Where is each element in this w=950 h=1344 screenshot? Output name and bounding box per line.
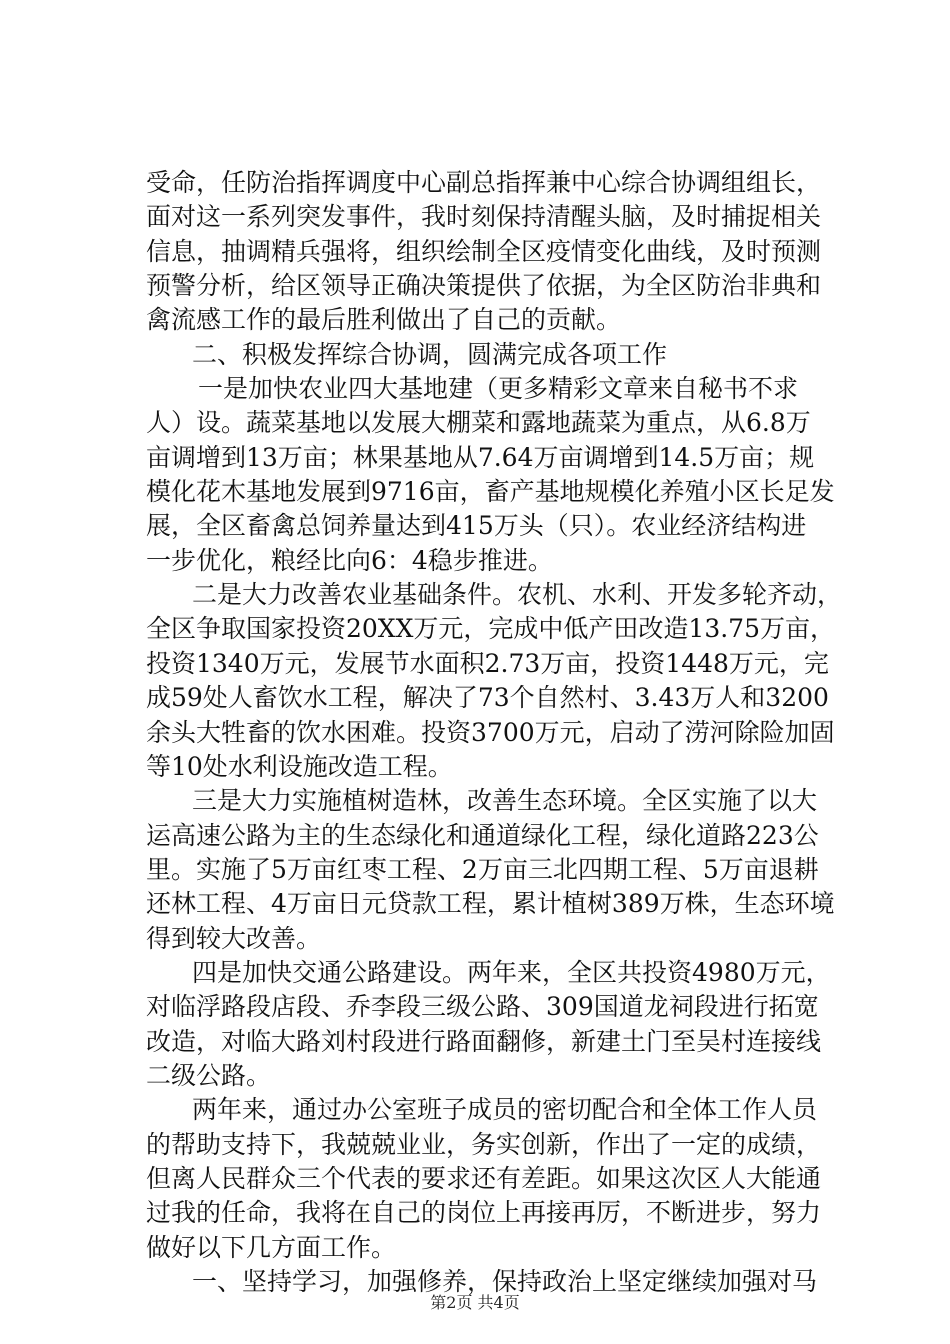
text-line: 余头大牲畜的饮水困难。投资3700万元，启动了涝河除险加固 <box>146 717 835 747</box>
text-line: 信息，抽调精兵强将，组织绘制全区疫情变化曲线，及时预测 <box>146 236 822 266</box>
section-heading: 二、积极发挥综合协调，圆满完成各项工作 <box>192 339 668 369</box>
text-line: 投资1340万元，发展节水面积2.73万亩，投资1448万元，完 <box>146 648 829 678</box>
text-line: 一是加快农业四大基地建（更多精彩文章来自秘书不求 <box>198 374 799 404</box>
text-line: 过我的任命，我将在自己的岗位上再接再厉，不断进步，努力 <box>146 1198 822 1228</box>
text-line: 二是大力改善农业基础条件。农机、水利、开发多轮齐动， <box>192 580 843 610</box>
text-line: 亩调增到13万亩；林果基地从7.64万亩调增到14.5万亩；规 <box>146 442 815 472</box>
text-line: 模化花木基地发展到9716亩，畜产基地规模化养殖小区长足发 <box>146 477 835 507</box>
text-line: 成59处人畜饮水工程，解决了73个自然村、3.43万人和3200 <box>146 683 829 713</box>
text-line: 两年来，通过办公室班子成员的密切配合和全体工作人员 <box>192 1095 818 1125</box>
page-number-footer: 第2页 共4页 <box>430 1293 520 1312</box>
text-line: 做好以下几方面工作。 <box>146 1232 397 1262</box>
text-line: 但离人民群众三个代表的要求还有差距。如果这次区人大能通 <box>146 1163 822 1193</box>
text-line: 二级公路。 <box>146 1060 272 1090</box>
text-line: 人）设。蔬菜基地以发展大棚菜和露地蔬菜为重点，从6.8万 <box>146 408 811 438</box>
text-line: 面对这一系列突发事件，我时刻保持清醒头脑，及时捕捉相关 <box>146 202 822 232</box>
document-body <box>146 166 843 1299</box>
section-heading: 一、坚持学习，加强修养，保持政治上坚定继续加强对马 <box>192 1267 818 1296</box>
text-line: 预警分析，给区领导正确决策提供了依据，为全区防治非典和 <box>146 271 822 301</box>
text-line: 还林工程、4万亩日元贷款工程，累计植树389万株，生态环境 <box>146 889 835 919</box>
text-line: 等10处水利设施改造工程。 <box>146 751 453 781</box>
text-line: 三是大力实施植树造林，改善生态环境。全区实施了以大 <box>192 786 818 816</box>
text-line: 全区争取国家投资20XX万元，完成中低产田改造13.75万亩， <box>146 614 835 644</box>
text-line: 对临浮路段店段、乔李段三级公路、309国道龙祠段进行拓宽 <box>146 992 819 1022</box>
text-line: 得到较大改善。 <box>146 923 322 953</box>
text-line: 四是加快交通公路建设。两年来，全区共投资4980万元， <box>192 957 831 987</box>
text-line: 里。实施了5万亩红枣工程、2万亩三北四期工程、5万亩退耕 <box>146 854 819 884</box>
text-line: 改造，对临大路刘村段进行路面翻修，新建土门至吴村连接线 <box>146 1026 822 1056</box>
text-line: 受命，任防治指挥调度中心副总指挥兼中心综合协调组组长， <box>146 168 822 197</box>
text-line: 禽流感工作的最后胜利做出了自己的贡献。 <box>146 305 622 335</box>
text-line: 运高速公路为主的生态绿化和通道绿化工程，绿化道路223公 <box>146 820 819 850</box>
text-line: 一步优化，粮经比向6：4稳步推进。 <box>146 545 553 575</box>
text-line: 展，全区畜禽总饲养量达到415万头（只）。农业经济结构进 <box>146 511 807 541</box>
text-line: 的帮助支持下，我兢兢业业，务实创新，作出了一定的成绩， <box>146 1129 822 1159</box>
